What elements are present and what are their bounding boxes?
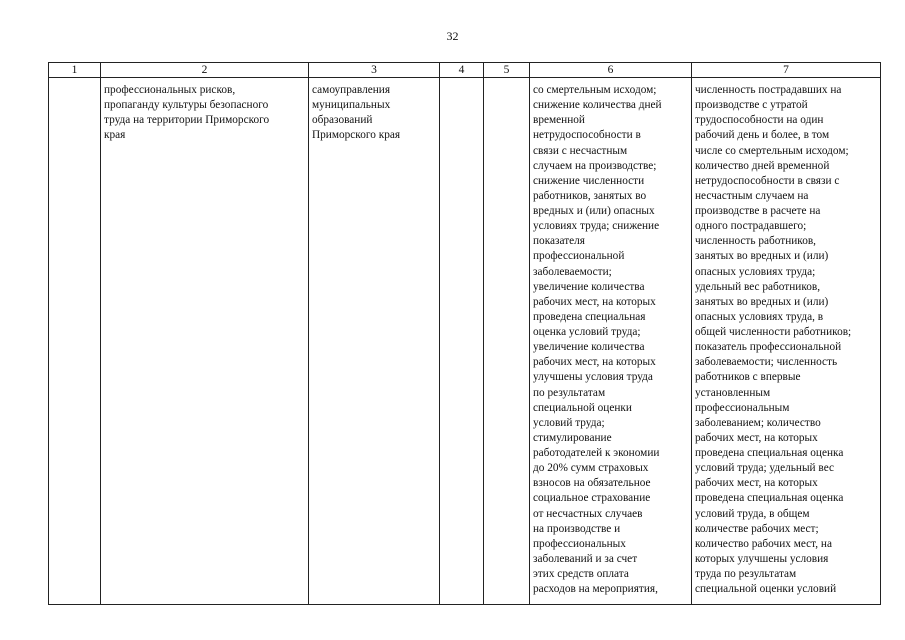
cell-text-line: количество дней временной — [695, 159, 830, 172]
cell-text-line: профессиональных — [533, 537, 626, 550]
cell-text-line: края — [104, 129, 126, 142]
cell-text-line: количество рабочих мест, на — [695, 537, 832, 550]
cell-text-line: установленным — [695, 386, 771, 399]
cell-col4 — [440, 78, 484, 605]
cell-text-line: связи с несчастным — [533, 144, 628, 157]
cell-text-line: до 20% сумм страховых — [533, 462, 649, 475]
cell-text-line: специальной оценки условий — [695, 583, 837, 596]
cell-text-line: этих средств оплата — [533, 568, 629, 580]
cell-text-line: заболеванием; количество — [695, 416, 821, 429]
cell-text-line: по результатам — [533, 386, 606, 399]
cell-text-line: которых улучшены условия — [695, 552, 829, 565]
cell-text-line: количестве рабочих мест; — [695, 522, 819, 535]
cell-text-line: проведена специальная оценка — [695, 492, 844, 505]
cell-text-line: численность пострадавших на — [695, 84, 842, 96]
cell-text-line: случаем на производстве; — [533, 159, 657, 172]
page-number: 32 — [446, 29, 459, 43]
cell-text-line: одного пострадавшего; — [695, 220, 807, 233]
cell-text-line: производстве в расчете на — [695, 205, 821, 217]
cell-text-line: муниципальных — [312, 99, 391, 112]
column-header: 7 — [692, 63, 881, 78]
cell-text-line: на производстве и — [533, 522, 621, 535]
cell-text-line: образований — [312, 114, 373, 127]
cell-text-line: Приморского края — [312, 129, 401, 142]
cell-col2 — [101, 78, 309, 605]
cell-text-line: профессиональной — [533, 250, 625, 263]
cell-text-line: опасных условиях труда, в — [695, 310, 824, 323]
cell-text-line: труда на территории Приморского — [104, 114, 270, 127]
cell-text-line: условий труда, в общем — [695, 507, 810, 520]
cell-text-line: профессиональным — [695, 401, 790, 414]
cell-text-line: оценка условий труда; — [533, 326, 641, 338]
cell-text-line: снижение количества дней — [533, 99, 662, 112]
cell-text-line: от несчастных случаев — [533, 507, 643, 520]
cell-text-line: рабочих мест, на которых — [533, 356, 656, 369]
column-header: 3 — [309, 63, 440, 78]
cell-text-line: заболеваний и за счет — [533, 552, 638, 565]
cell-text-line: трудоспособности на один — [695, 114, 824, 127]
program-table — [48, 62, 881, 605]
cell-text-line: заболеваемости; численность — [695, 356, 838, 369]
cell-text-line: пропаганду культуры безопасного — [104, 99, 269, 112]
cell-text-line: показателя — [533, 235, 585, 248]
cell-text-line: занятых во вредных и (или) — [695, 295, 829, 308]
cell-text-line: работников, занятых во — [533, 189, 647, 202]
cell-col3 — [309, 78, 440, 605]
cell-text-line: условий труда; удельный вес — [695, 462, 835, 475]
cell-text-line: удельный вес работников, — [695, 280, 821, 293]
cell-text-line: численность работников, — [695, 235, 817, 248]
table-row — [49, 78, 881, 605]
cell-col6 — [530, 78, 692, 605]
cell-col5 — [484, 78, 530, 605]
cell-text-line: занятых во вредных и (или) — [695, 250, 829, 263]
cell-text-line: показатель профессиональной — [695, 341, 842, 354]
cell-text-line: рабочих мест, на которых — [695, 431, 818, 444]
cell-text-line: условий труда; — [533, 416, 605, 429]
cell-text-line: социальное страхование — [533, 492, 651, 505]
cell-text-line: увеличение количества — [533, 341, 645, 354]
cell-text-line: рабочий день и более, в том — [695, 129, 830, 142]
column-header: 2 — [101, 63, 309, 78]
cell-text-line: взносов на обязательное — [533, 477, 651, 490]
cell-text-line: специальной оценки — [533, 401, 632, 414]
cell-text-line: проведена специальная — [533, 310, 646, 323]
cell-text-line: самоуправления — [312, 84, 391, 96]
cell-text-line: рабочих мест, на которых — [695, 477, 818, 490]
cell-text-line: общей численности работников; — [695, 326, 852, 338]
cell-text-line: несчастным случаем на — [695, 189, 809, 202]
cell-text-line: заболеваемости; — [533, 265, 612, 278]
cell-text-line: профессиональных рисков, — [104, 84, 236, 96]
cell-text-line: работодателей к экономии — [533, 447, 660, 459]
cell-text-line: снижение численности — [533, 174, 645, 187]
cell-text-line: увеличение количества — [533, 280, 645, 293]
cell-text-line: со смертельным исходом; — [533, 84, 657, 96]
cell-text-line: нетрудоспособности в — [533, 129, 641, 142]
cell-text-line: работников с впервые — [695, 371, 801, 384]
cell-text-line: улучшены условия труда — [533, 371, 653, 384]
cell-text-line: опасных условиях труда; — [695, 265, 816, 278]
column-header: 6 — [530, 63, 692, 78]
cell-text-line: стимулирование — [533, 431, 612, 444]
cell-col1 — [49, 78, 101, 605]
column-header: 5 — [484, 63, 530, 78]
column-header: 1 — [49, 63, 101, 78]
cell-text-line: проведена специальная оценка — [695, 447, 844, 459]
cell-text-line: производстве с утратой — [695, 99, 808, 112]
cell-text-line: рабочих мест, на которых — [533, 295, 656, 308]
cell-text-line: временной — [533, 114, 585, 127]
cell-col7 — [692, 78, 881, 605]
cell-text-line: вредных и (или) опасных — [533, 205, 655, 217]
cell-text-line: труда по результатам — [695, 568, 797, 580]
column-header: 4 — [440, 63, 484, 78]
cell-text-line: расходов на мероприятия, — [533, 583, 658, 596]
cell-text-line: числе со смертельным исходом; — [695, 144, 849, 157]
table-header-row — [49, 63, 881, 78]
cell-text-line: условиях труда; снижение — [533, 220, 660, 233]
cell-text-line: нетрудоспособности в связи с — [695, 174, 840, 187]
